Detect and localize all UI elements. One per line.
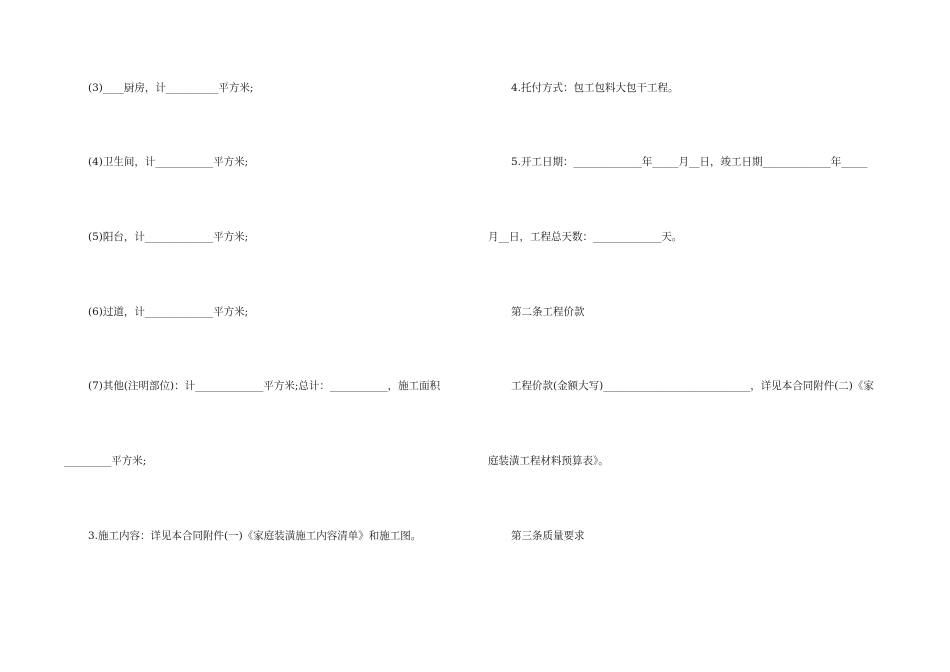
payment-method-line: 4.托付方式：包工包料大包干工程。: [511, 82, 679, 94]
construction-area-continuation: _________平方米;: [64, 455, 147, 467]
kitchen-area-line: (3)____厨房，计__________平方米;: [88, 82, 254, 94]
construction-content-line: 3.施工内容：详见本合同附件(一)《家庭装潢施工内容清单》和施工图。: [88, 530, 422, 542]
bathroom-area-line: (4)卫生间，计___________平方米;: [88, 156, 249, 168]
schedule-dates-line: 5.开工日期：_____________年_____月__日，竣工日期_____________年_____: [511, 156, 868, 168]
article-3-title: 第三条质量要求: [511, 530, 585, 542]
other-area-line: (7)其他(注明部位)：计_____________平方米;总计：___________，施工面积: [88, 380, 441, 392]
project-price-line: 工程价款(金额大写)____________________________，详见本合同附件(二)《家: [511, 380, 874, 392]
article-2-title: 第二条工程价款: [511, 306, 585, 318]
corridor-area-line: (6)过道，计_____________平方米;: [88, 306, 249, 318]
balcony-area-line: (5)阳台，计_____________平方米;: [88, 231, 249, 243]
schedule-dates-continuation: 月__日，工程总天数：_____________天。: [488, 231, 683, 243]
project-price-continuation: 庭装潢工程材料预算表》。: [488, 455, 609, 467]
